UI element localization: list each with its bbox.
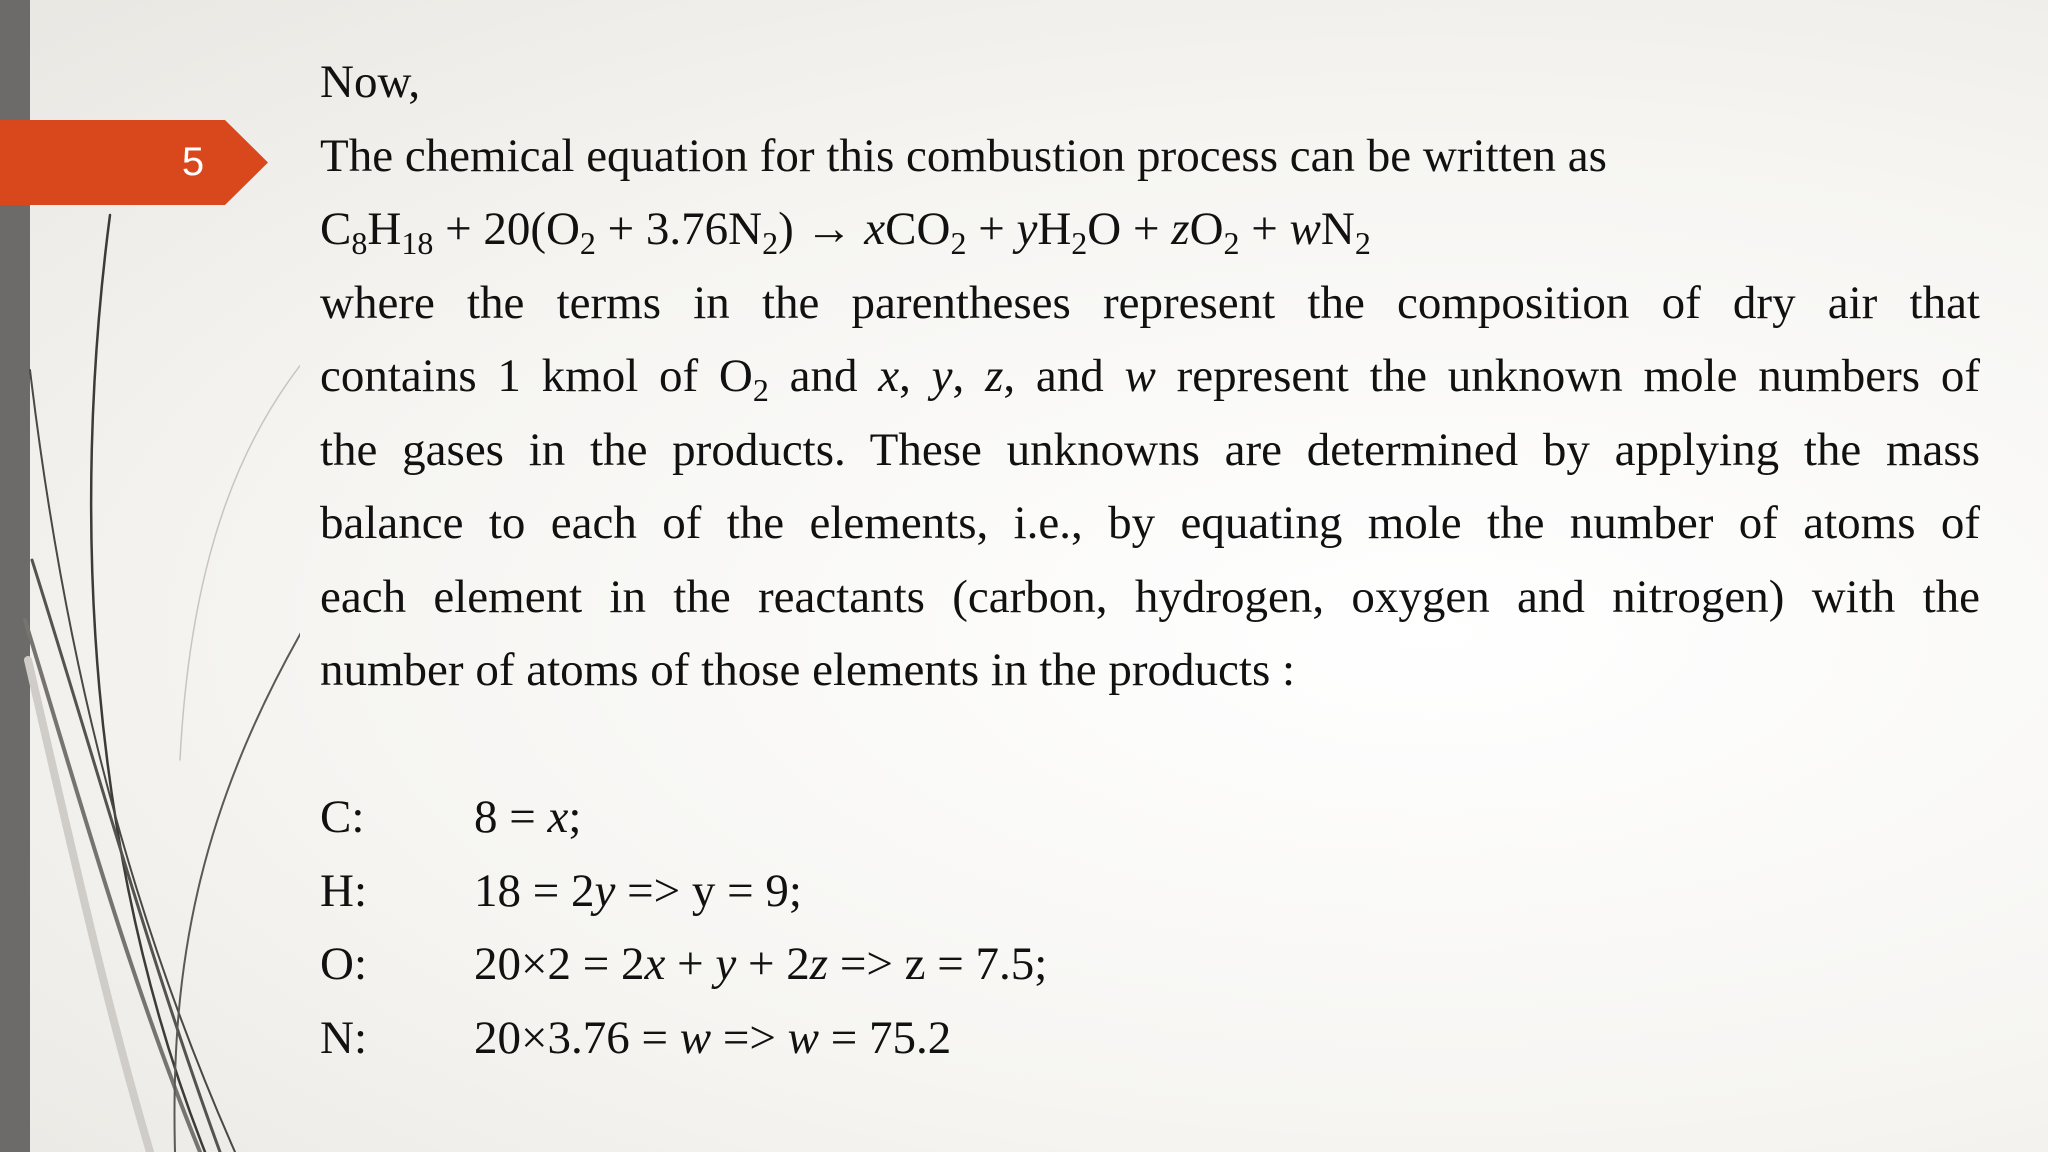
intro-text: Now, [320,56,421,108]
paragraph-line-6: number of atoms of those elements in the products : [320,644,1296,696]
nitrogen-balance: N: 20×3.76 = w => w = 75.2 [320,1011,952,1064]
combustion-equation: $C_8H_{18} + 20(O_2 + 3.76N_2) \to xCO_2 + yH_2O + zO_2 + wN_2$ [320,203,1371,261]
paragraph-line-2: contains 1 kmol of $O_2$ and x, y, z, and w represent the unknown mole numbers of [320,350,1981,408]
spacer [320,708,1980,782]
paragraph-line-3: the gases in the products. These unknowns are determined by applying the mass [320,423,1980,476]
hydrogen-balance: H: 18 = 2y => y = 9; [320,864,802,917]
paragraph-line-4: balance to each of the elements, i.e., by equating mole the number of atoms of [320,497,1980,549]
slide-number-tab [0,120,268,205]
paragraph-line-5: each element in the reactants (carbon, hydrogen, oxygen and nitrogen) with the [320,570,1980,623]
carbon-balance: C: 8 = x; [320,791,582,843]
intro-sentence: The chemical equation for this combustion process can be written as [320,129,1607,182]
oxygen-balance: O: 20×2 = 2x + y + 2z => z = 7.5; [320,938,1048,990]
slide-content [320,46,1980,1075]
slide-number: 5 [181,140,205,184]
paragraph-line-1: where the terms in the parentheses represent the composition of dry air that [320,276,1980,329]
